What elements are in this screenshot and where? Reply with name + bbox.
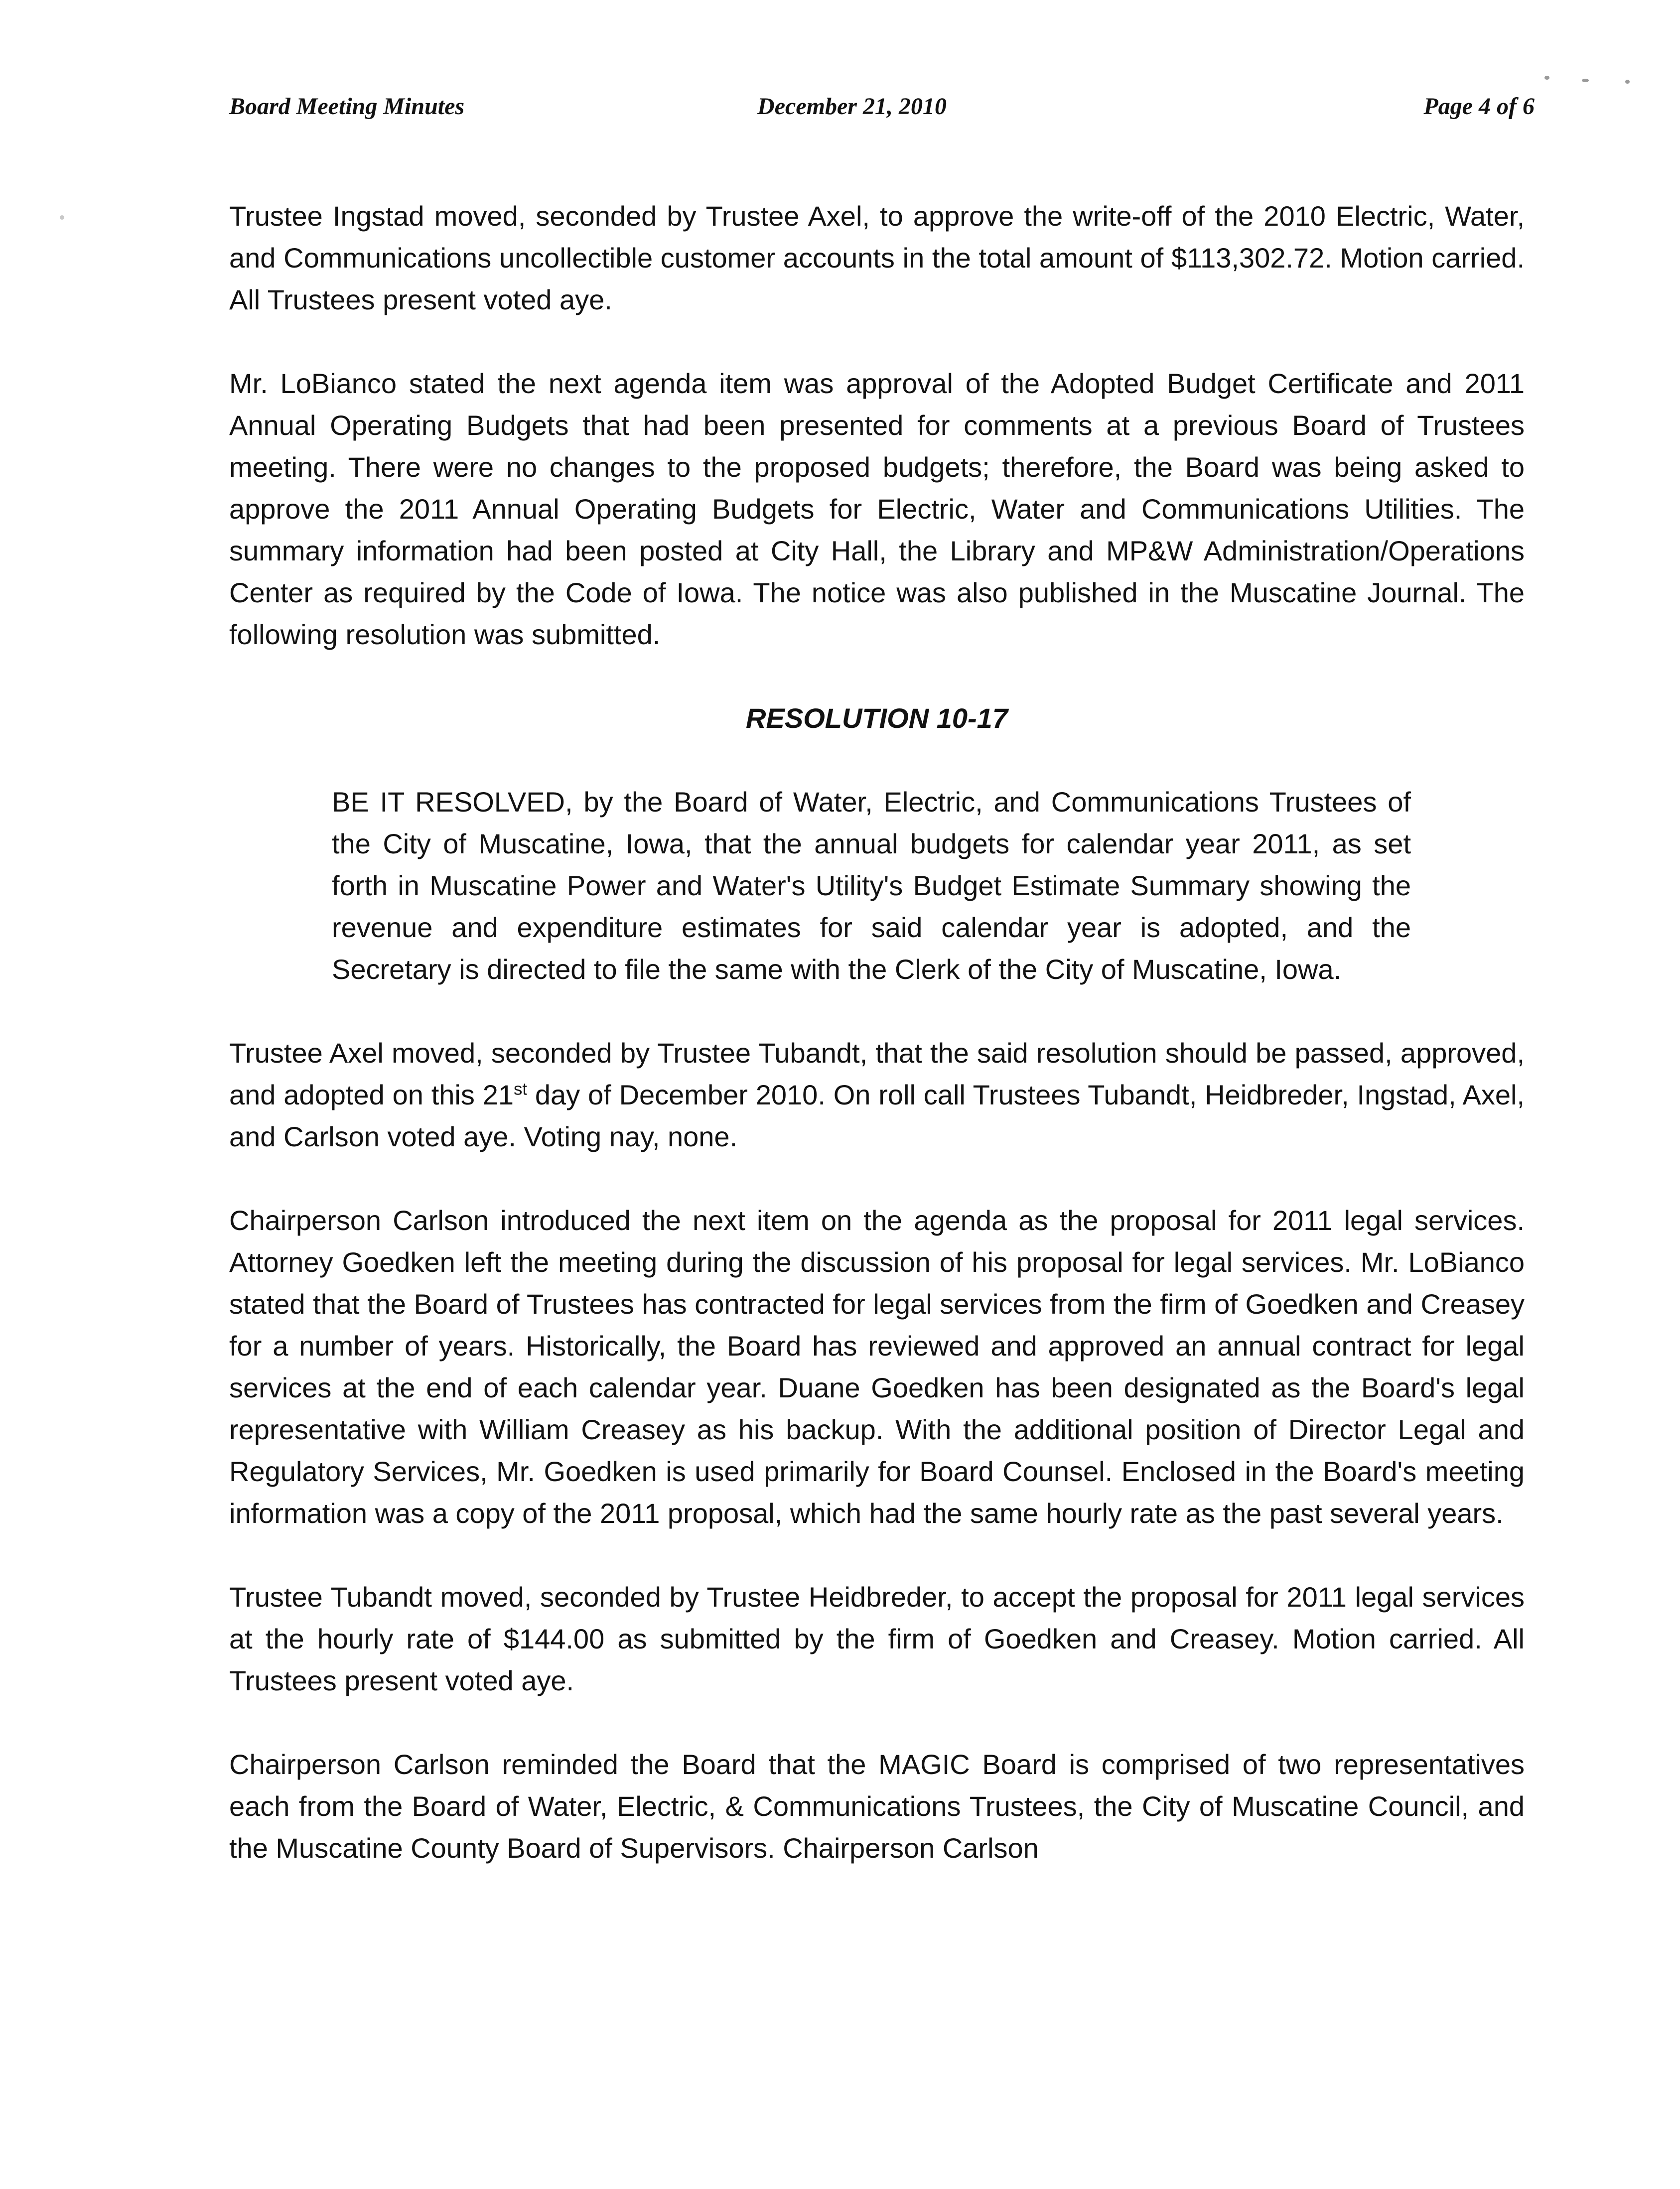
paragraph-magic-board: Chairperson Carlson reminded the Board that the MAGIC Board is comprised of two representatives each from the Board of Water, Electric, & Communications Trustees, the City of Muscatine Council, and the Muscatine County Board of Supervisors. Chairperson Carlson [229, 1749, 1525, 1864]
header-page-number: Page 4 of 6 [1423, 93, 1535, 120]
scan-artifact [1625, 80, 1630, 84]
document-body [229, 195, 1525, 1911]
paragraph-budget-approval: Mr. LoBianco stated the next agenda item was approval of the Adopted Budget Certificate and 2011 Annual Operating Budgets that had been presented for comments at a previous Board of Trustees meeting. There were no changes to the proposed budgets; therefore, the Board was being asked to approve the 2011 Annual Operating Budgets for Electric, Water and Communications Utilities. The summary information had been posted at City Hall, the Library and MP&W Administration/Operations Center as required by the Code of Iowa. The notice was also published in the Muscatine Journal. The following resolution was submitted. [229, 368, 1525, 650]
scan-artifact [60, 215, 64, 220]
paragraph-legal-services: Chairperson Carlson introduced the next item on the agenda as the proposal for 2011 legal services. Attorney Goedken left the meeting during the discussion of his proposal for legal services. Mr. LoBianco stated that the Board of Trustees has contracted for legal services from the firm of Goedken and Creasey for a number of years. Historically, the Board has reviewed and approved an annual contract for legal services at the end of each calendar year. Duane Goedken has been designated as the Board's legal representative with William Creasey as his backup. With the additional position of Director Legal and Regulatory Services, Mr. Goedken is used primarily for Board Counsel. Enclosed in the Board's meeting information was a copy of the 2011 proposal, which had the same hourly rate as the past several years. [229, 1205, 1525, 1529]
ordinal-superscript: st [514, 1080, 528, 1099]
resolution-adoption-text: Trustee Axel moved, seconded by Trustee Tubandt, that the said resolution should be passed, approved, and adopted on this 21 [229, 1037, 1525, 1110]
scan-artifact [1544, 76, 1549, 80]
header-date: December 21, 2010 [757, 93, 947, 120]
paragraph-resolution-adoption [229, 1032, 1525, 1158]
resolution-title: RESOLUTION 10-17 [746, 702, 1008, 734]
paragraph-writeoff: Trustee Ingstad moved, seconded by Trustee Axel, to approve the write-off of the 2010 Electric, Water, and Communications uncollectible customer accounts in the total amount of $113,302.72. Motion carried. All Trustees present voted aye. [229, 200, 1525, 315]
resolution-body: BE IT RESOLVED, by the Board of Water, Electric, and Communications Trustees of the City of Muscatine, Iowa, that the annual budgets for calendar year 2011, as set forth in Muscatine Power and Water's Utility's Budget Estimate Summary showing the revenue and expenditure estimates for said calendar year is adopted, and the Secretary is directed to file the same with the Clerk of the City of Muscatine, Iowa. [332, 786, 1411, 985]
paragraph-legal-services-motion: Trustee Tubandt moved, seconded by Trustee Heidbreder, to accept the proposal for 2011 legal services at the hourly rate of $144.00 as submitted by the firm of Goedken and Creasey. Motion carried. All Trustees present voted aye. [229, 1581, 1525, 1696]
header-document-title: Board Meeting Minutes [229, 93, 465, 120]
page-header [229, 93, 1535, 121]
resolution-adoption-text-continued: day of December 2010. On roll call Trustees Tubandt, Heidbreder, Ingstad, Axel, and Carlson voted aye. Voting nay, none. [229, 1079, 1525, 1152]
scan-artifact [1582, 79, 1589, 82]
